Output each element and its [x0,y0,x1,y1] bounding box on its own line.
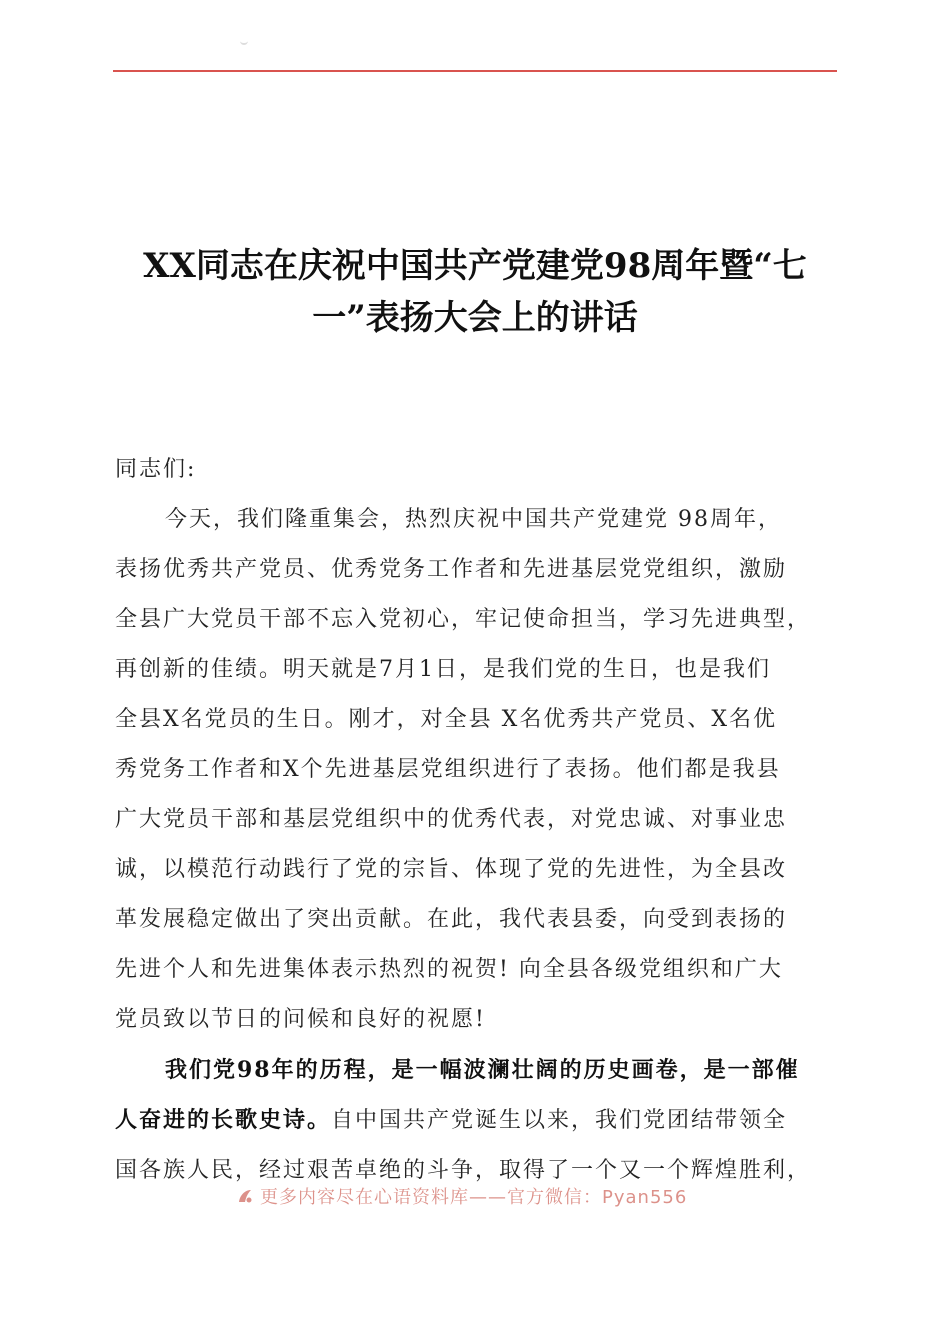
paragraph-1-line: 党员致以节日的问候和良好的祝愿! [115,1007,486,1032]
paragraph-1-line: 再创新的佳绩。明天就是7月1日，是我们党的生日，也是我们 [115,657,771,682]
paragraph-1-line: 全县广大党员干部不忘入党初心，牢记使命担当，学习先进典型， [115,607,812,632]
watermark-logo-icon [236,1187,254,1205]
paragraph-2 [115,1045,839,1196]
watermark [236,1182,687,1210]
paragraph-1-line: 诚，以模范行动践行了党的宗旨、体现了党的先进性，为全县改 [115,857,788,882]
title-line-2: 一”表扬大会上的讲话 [312,298,638,338]
paragraph-2-bold-line: 我们党98年的历程，是一幅波澜壮阔的历史画卷，是一部催 [165,1057,800,1083]
document-body [115,445,839,1196]
paragraph-2-text: 自中国共产党诞生以来，我们党团结带领全 [331,1108,788,1133]
paragraph-1-line: 全县X名党员的生日。刚才，对全县 X名优秀共产党员、X名优 [115,707,777,732]
paragraph-2-bold-phrase: 人奋进的长歌史诗。 [115,1107,332,1133]
salutation: 同志们: [115,457,197,482]
paragraph-1-line: 先进个人和先进集体表示热烈的祝贺! 向全县各级党组织和广大 [115,957,783,982]
paragraph-1-line: 广大党员干部和基层党组织中的优秀代表，对党忠诚、对事业忠 [115,807,788,832]
watermark-text: 更多内容尽在心语资料库——官方微信：Pyan556 [260,1187,688,1208]
paragraph-1 [115,495,839,1045]
title-line-1: XX同志在庆祝中国共产党建党98周年暨“七 [143,246,807,286]
paragraph-1-line: 今天，我们隆重集会，热烈庆祝中国共产党建党 98周年， [165,507,782,532]
paragraph-1-line: 秀党务工作者和X个先进基层党组织进行了表扬。他们都是我县 [115,757,781,782]
document-title [113,240,837,344]
paragraph-2-line [115,1095,839,1146]
header-decoration [240,38,248,45]
paragraph-1-line: 表扬优秀共产党员、优秀党务工作者和先进基层党党组织，激励 [115,557,788,582]
paragraph-1-line: 革发展稳定做出了突出贡献。在此，我代表县委，向受到表扬的 [115,907,788,932]
header-rule [113,70,837,72]
paragraph-2-line: 国各族人民，经过艰苦卓绝的斗争，取得了一个又一个辉煌胜利， [115,1158,812,1183]
